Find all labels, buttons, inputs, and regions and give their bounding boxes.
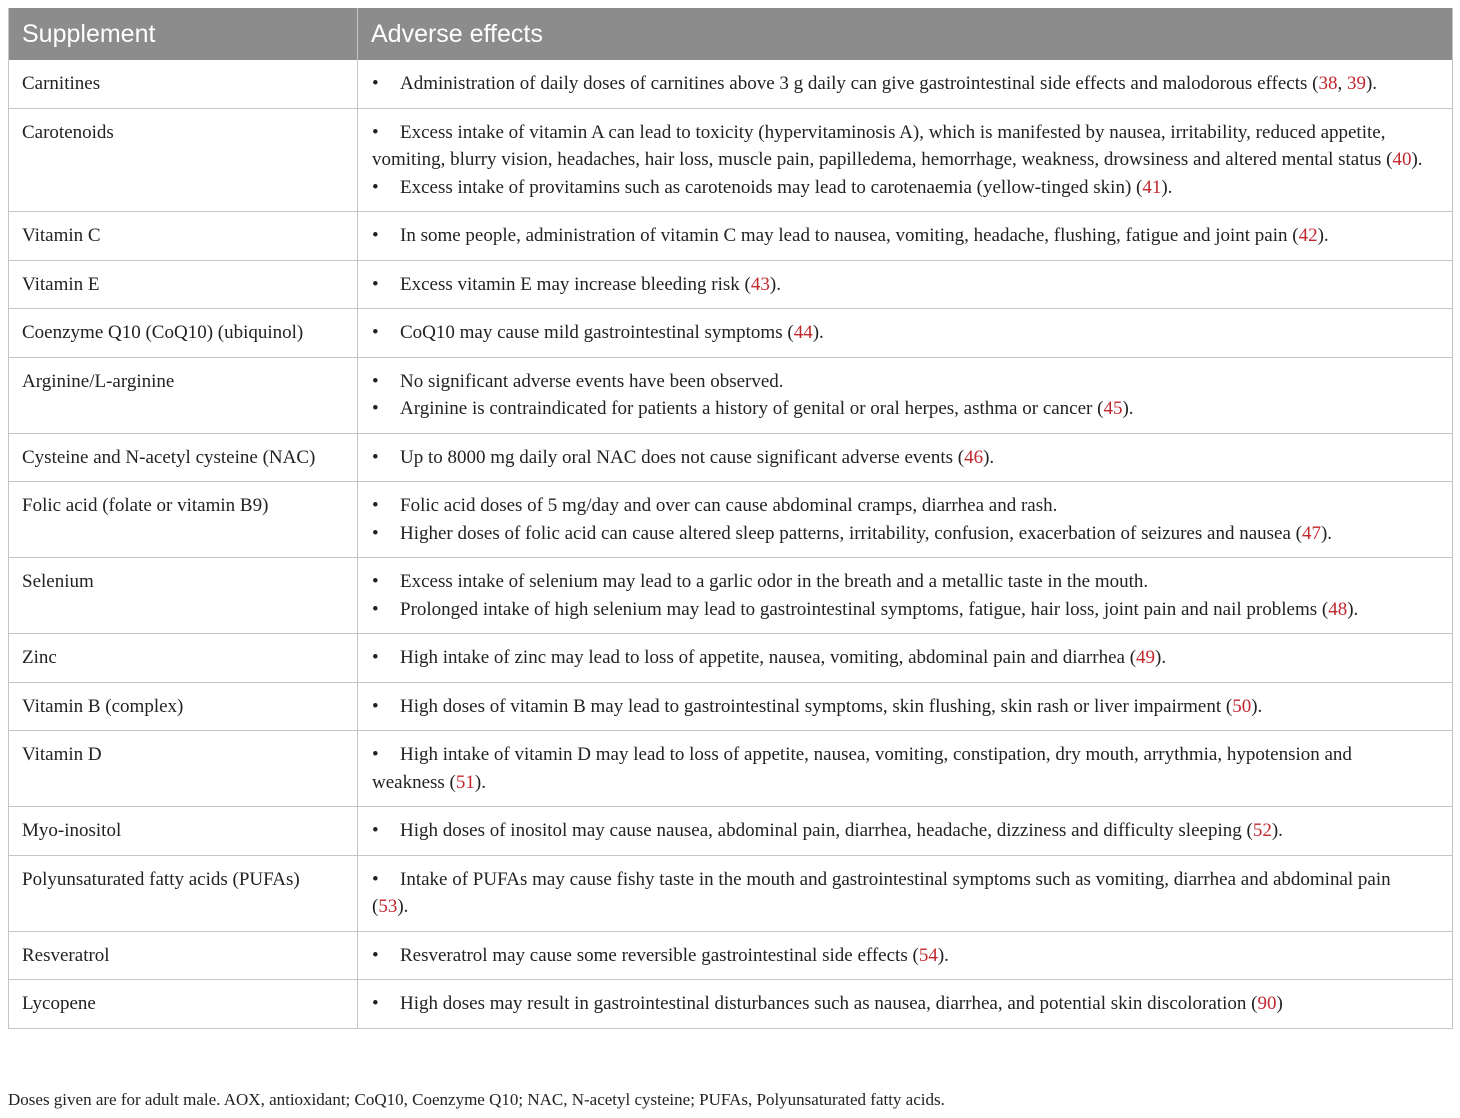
effect-text: High intake of zinc may lead to loss of appetite, nausea, vomiting, abdominal pain and diarrhea (: [400, 647, 1137, 668]
reference-link[interactable]: 49: [1136, 647, 1156, 668]
adverse-effects-cell: [358, 980, 1453, 1029]
supplement-cell: Vitamin E: [9, 260, 358, 309]
bullet-item: [372, 444, 1426, 472]
reference-link[interactable]: 44: [793, 322, 813, 343]
supplement-cell: Vitamin C: [9, 212, 358, 261]
effect-text-end: ).: [474, 771, 486, 793]
bullet-item: [372, 817, 1426, 845]
effect-text: Folic acid doses of 5 mg/day and over can cause abdominal cramps, diarrhea and rash.: [400, 495, 1058, 516]
adverse-effects-cell: [358, 260, 1453, 309]
effect-text-end: ).: [1365, 73, 1378, 94]
supplement-cell: Vitamin D: [9, 731, 358, 807]
bullet-item: [372, 990, 1426, 1018]
table-row: [9, 558, 1453, 634]
reference-link[interactable]: 53: [378, 896, 398, 917]
effect-text-end: ).: [397, 896, 409, 917]
table-row: [9, 731, 1453, 807]
header-row: [9, 8, 1453, 60]
supplement-cell: Myo-inositol: [9, 807, 358, 856]
effect-text-end: ).: [1251, 695, 1263, 717]
bullet-icon: •: [372, 598, 379, 620]
effect-text: Administration of daily doses of carnitines above 3 g daily can give gastrointestinal side effects and malodorous effects (: [400, 73, 1319, 94]
bullet-item: [372, 70, 1426, 98]
effect-text-end: ).: [1320, 522, 1333, 544]
effect-text-end: ).: [1155, 647, 1167, 668]
adverse-effects-cell: [358, 634, 1453, 683]
bullet-item: [372, 119, 1426, 174]
adverse-effects-cell: [358, 931, 1453, 980]
supplement-cell: Carotenoids: [9, 108, 358, 212]
effect-text: Excess intake of vitamin A can lead to toxicity (hypervitaminosis A), which is manifested by nausea, irritability, reduced appetite, vomiting, blurry vision, headaches, hair loss, muscle pain, papilledema, hemorrhage, weakness, drowsiness and altered mental status (: [372, 121, 1393, 170]
effect-text-end: ).: [1411, 149, 1423, 170]
effect-text-end: ).: [769, 273, 781, 295]
reference-link[interactable]: 48: [1328, 598, 1348, 620]
reference-link[interactable]: 39: [1346, 73, 1366, 94]
table-row: [9, 482, 1453, 558]
table-row: [9, 212, 1453, 261]
effect-text: Prolonged intake of high selenium may lead to gastrointestinal symptoms, fatigue, hair loss, joint pain and nail problems (: [400, 598, 1329, 620]
bullet-icon: •: [372, 446, 379, 468]
bullet-icon: •: [372, 868, 379, 890]
bullet-icon: •: [372, 647, 379, 668]
bullet-icon: •: [372, 993, 379, 1014]
adverse-effects-cell: [358, 108, 1453, 212]
table-row: [9, 855, 1453, 931]
supplement-cell: Resveratrol: [9, 931, 358, 980]
effect-text: Arginine is contraindicated for patients a history of genital or oral herpes, asthma or cancer (: [400, 398, 1104, 419]
reference-link[interactable]: 46: [964, 446, 984, 468]
effect-text-end: ).: [812, 322, 824, 343]
bullet-icon: •: [372, 176, 379, 198]
bullet-item: [372, 492, 1426, 520]
effect-text: No significant adverse events have been observed.: [400, 370, 784, 392]
bullet-icon: •: [372, 225, 379, 246]
reference-link[interactable]: 47: [1301, 522, 1321, 544]
reference-link[interactable]: 42: [1298, 225, 1318, 246]
reference-link[interactable]: 43: [750, 273, 770, 295]
reference-separator: ,: [1337, 73, 1347, 94]
effect-text: Intake of PUFAs may cause fishy taste in the mouth and gastrointestinal symptoms such as vomiting, diarrhea and abdominal pain (: [372, 868, 1391, 917]
effect-text-end: ).: [1161, 176, 1173, 198]
adverse-effects-cell: [358, 682, 1453, 731]
bullet-item: [372, 319, 1426, 347]
bullet-icon: •: [372, 744, 379, 765]
bullet-item: [372, 866, 1426, 921]
column-header-adverse-effects: Adverse effects: [358, 8, 1453, 60]
effect-text-end: ): [1276, 993, 1283, 1014]
bullet-icon: •: [372, 522, 379, 544]
table-header: [9, 8, 1453, 60]
effect-text: High intake of vitamin D may lead to loss of appetite, nausea, vomiting, constipation, dry mouth, arrythmia, hypotension and weakness (: [372, 744, 1352, 793]
supplement-adverse-effects-table: [8, 8, 1453, 1029]
adverse-effects-cell: [358, 309, 1453, 358]
supplement-cell: Arginine/L-arginine: [9, 357, 358, 433]
bullet-icon: •: [372, 695, 379, 717]
adverse-effects-cell: [358, 482, 1453, 558]
supplement-cell: Carnitines: [9, 60, 358, 108]
bullet-icon: •: [372, 273, 379, 295]
adverse-effects-cell: [358, 357, 1453, 433]
bullet-item: [372, 368, 1426, 396]
bullet-item: [372, 520, 1426, 548]
bullet-icon: •: [372, 121, 379, 143]
bullet-item: [372, 644, 1426, 672]
effect-text: CoQ10 may cause mild gastrointestinal symptoms (: [400, 322, 794, 343]
reference-link[interactable]: 51: [455, 771, 475, 793]
effect-text-end: ).: [983, 446, 995, 468]
table-footnote: Doses given are for adult male. AOX, antioxidant; CoQ10, Coenzyme Q10; NAC, N-acetyl cysteine; PUFAs, Polyunsaturated fatty acids.: [8, 1090, 945, 1109]
adverse-effects-cell: [358, 212, 1453, 261]
bullet-icon: •: [372, 398, 379, 419]
effect-text-end: ).: [1122, 398, 1134, 419]
effect-text-end: ).: [1347, 598, 1359, 620]
adverse-effects-cell: [358, 731, 1453, 807]
effect-text: High doses of vitamin B may lead to gastrointestinal symptoms, skin flushing, skin rash or liver impairment (: [400, 695, 1233, 717]
table-row: [9, 980, 1453, 1029]
supplement-cell: Selenium: [9, 558, 358, 634]
effect-text: Excess vitamin E may increase bleeding risk (: [400, 273, 751, 295]
effect-text: In some people, administration of vitamin C may lead to nausea, vomiting, headache, flushing, fatigue and joint pain (: [400, 225, 1299, 246]
supplement-cell: Folic acid (folate or vitamin B9): [9, 482, 358, 558]
adverse-effects-cell: [358, 807, 1453, 856]
bullet-icon: •: [372, 370, 379, 392]
table-row: [9, 433, 1453, 482]
table-row: [9, 309, 1453, 358]
table-row: [9, 634, 1453, 683]
bullet-icon: •: [372, 571, 379, 592]
effect-text: Resveratrol may cause some reversible gastrointestinal side effects (: [400, 944, 919, 966]
table-row: [9, 931, 1453, 980]
effect-text: High doses may result in gastrointestinal disturbances such as nausea, diarrhea, and potential skin discoloration (: [400, 993, 1258, 1014]
adverse-effects-cell: [358, 855, 1453, 931]
table-row: [9, 682, 1453, 731]
effect-text-end: ).: [1271, 820, 1283, 841]
bullet-item: [372, 174, 1426, 202]
bullet-item: [372, 568, 1426, 596]
effect-text: Excess intake of provitamins such as carotenoids may lead to carotenaemia (yellow-tinged skin) (: [400, 176, 1143, 198]
adverse-effects-cell: [358, 433, 1453, 482]
bullet-icon: •: [372, 820, 379, 841]
adverse-effects-cell: [358, 60, 1453, 108]
bullet-item: [372, 596, 1426, 624]
effect-text: Up to 8000 mg daily oral NAC does not cause significant adverse events (: [400, 446, 965, 468]
table-row: [9, 357, 1453, 433]
bullet-item: [372, 741, 1426, 796]
effect-text-end: ).: [1317, 225, 1329, 246]
reference-link[interactable]: 52: [1252, 820, 1272, 841]
bullet-item: [372, 693, 1426, 721]
reference-link[interactable]: 40: [1392, 149, 1412, 170]
table-row: [9, 60, 1453, 108]
bullet-item: [372, 222, 1426, 250]
effect-text: Higher doses of folic acid can cause altered sleep patterns, irritability, confusion, exacerbation of seizures and nausea (: [400, 522, 1302, 544]
bullet-icon: •: [372, 73, 379, 94]
reference-link[interactable]: 90: [1257, 993, 1277, 1014]
effect-text: Excess intake of selenium may lead to a garlic odor in the breath and a metallic taste in the mouth.: [400, 571, 1149, 592]
reference-link[interactable]: 54: [918, 944, 938, 966]
supplement-cell: Lycopene: [9, 980, 358, 1029]
supplement-cell: Zinc: [9, 634, 358, 683]
table-row: [9, 807, 1453, 856]
supplement-cell: Coenzyme Q10 (CoQ10) (ubiquinol): [9, 309, 358, 358]
bullet-item: [372, 942, 1426, 970]
bullet-item: [372, 271, 1426, 299]
reference-link[interactable]: 41: [1142, 176, 1162, 198]
effect-text-end: ).: [937, 944, 949, 966]
bullet-item: [372, 395, 1426, 423]
supplement-cell: Cysteine and N-acetyl cysteine (NAC): [9, 433, 358, 482]
supplement-cell: Vitamin B (complex): [9, 682, 358, 731]
reference-link[interactable]: 45: [1103, 398, 1123, 419]
reference-link[interactable]: 50: [1232, 695, 1252, 717]
column-header-supplement: Supplement: [9, 8, 358, 60]
table-row: [9, 260, 1453, 309]
bullet-icon: •: [372, 495, 379, 516]
adverse-effects-cell: [358, 558, 1453, 634]
table-row: [9, 108, 1453, 212]
bullet-icon: •: [372, 322, 379, 343]
effect-text: High doses of inositol may cause nausea, abdominal pain, diarrhea, headache, dizziness and difficulty sleeping (: [400, 820, 1253, 841]
reference-link[interactable]: 38: [1318, 73, 1338, 94]
table-body: [9, 60, 1453, 1028]
bullet-icon: •: [372, 944, 379, 966]
supplement-cell: Polyunsaturated fatty acids (PUFAs): [9, 855, 358, 931]
